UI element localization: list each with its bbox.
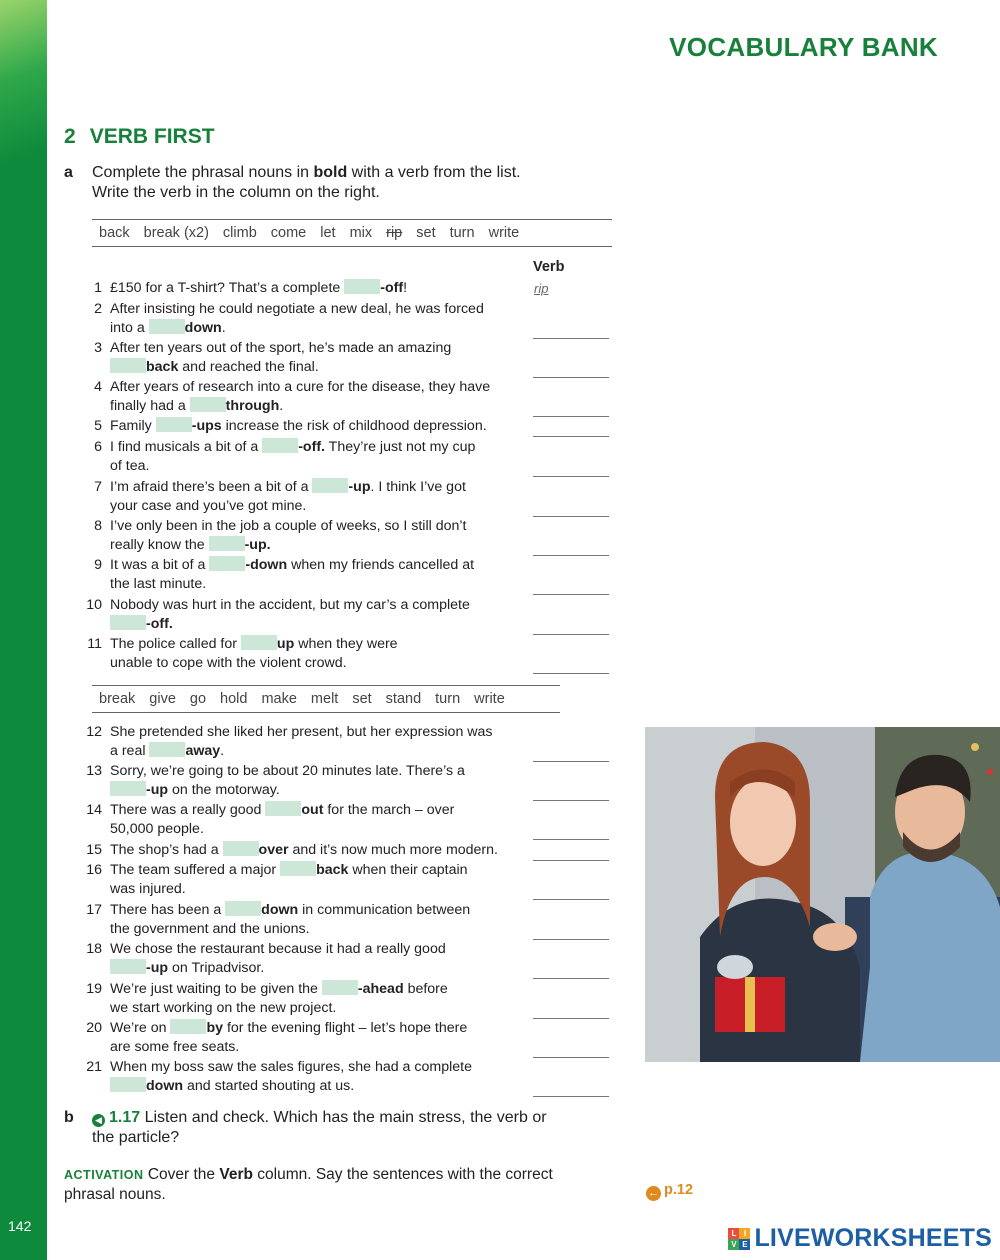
activation-post: column. Say the sentences with the correct: [252, 1166, 553, 1183]
phrasal-particle: -off.: [146, 616, 173, 632]
logo-letter-3: V: [728, 1239, 739, 1250]
item-fragment: in communication between: [298, 902, 471, 918]
phrasal-particle: down: [261, 902, 299, 918]
item-text: [110, 940, 535, 978]
answer-line-input[interactable]: [533, 839, 609, 840]
item-fragment: I’m afraid there’s been a bit of a: [110, 479, 313, 495]
answer-gap-input[interactable]: [110, 1077, 146, 1092]
exercise-item: [80, 517, 535, 555]
activation-bold: Verb: [219, 1166, 253, 1183]
item-fragment: !: [403, 280, 408, 296]
answer-line-input[interactable]: [533, 476, 609, 477]
answer-line-input[interactable]: [533, 978, 609, 979]
brand-logo-icon: [728, 1228, 750, 1250]
answer-gap-input[interactable]: [149, 742, 185, 757]
item-number: 18: [86, 941, 102, 957]
instr-a-post: with a verb from the list.: [347, 164, 521, 181]
item-fragment: .: [279, 398, 284, 414]
logo-letter-4: E: [739, 1239, 750, 1250]
item-fragment: your case and you’ve got mine.: [110, 498, 307, 514]
item-fragment: of tea.: [110, 458, 150, 474]
item-number: 12: [86, 724, 102, 740]
exercise-item: [80, 841, 535, 860]
item-number: 19: [86, 981, 102, 997]
answer-gap-input[interactable]: [223, 841, 259, 856]
instr-b-text: Listen and check. Which has the main stress, the verb or: [140, 1109, 547, 1126]
item-number: 5: [94, 418, 102, 434]
answer-gap-input[interactable]: [262, 438, 298, 453]
item-number: 13: [86, 763, 102, 779]
answer-line-input[interactable]: [533, 436, 609, 437]
exercise-item: [80, 940, 535, 978]
leaf-decoration: [0, 0, 47, 220]
part-letter-b: b: [64, 1109, 74, 1126]
answer-line-input[interactable]: [533, 939, 609, 940]
answer-line-input[interactable]: [533, 1018, 609, 1019]
item-fragment: a real: [110, 743, 150, 759]
item-fragment: The shop’s had a: [110, 842, 223, 858]
item-fragment: before: [403, 981, 448, 997]
page-number: 142: [8, 1218, 32, 1234]
exercise-item: [80, 723, 535, 761]
exercise-item: [80, 861, 535, 899]
answer-line-input[interactable]: [533, 377, 609, 378]
item-fragment: We’re just waiting to be given the: [110, 981, 322, 997]
exercise-item: [80, 901, 535, 939]
item-number: 7: [94, 479, 102, 495]
answer-line-input[interactable]: [533, 594, 609, 595]
item-text: [110, 801, 535, 839]
answer-gap-input[interactable]: [322, 980, 358, 995]
word-option: melt: [310, 691, 339, 707]
example-answer: rip: [534, 281, 549, 296]
answer-line-input[interactable]: [533, 800, 609, 801]
item-text: [110, 723, 535, 761]
item-text: [110, 596, 535, 634]
item-fragment: We chose the restaurant because it had a really good: [110, 941, 446, 957]
item-fragment: for the march – over: [323, 802, 455, 818]
section-name: VERB FIRST: [89, 125, 215, 148]
item-fragment: when their captain: [348, 862, 468, 878]
item-fragment: and started shouting at us.: [183, 1078, 355, 1094]
item-fragment: the government and the unions.: [110, 921, 310, 937]
item-number: 21: [86, 1059, 102, 1075]
item-text: [110, 635, 535, 673]
answer-line-input[interactable]: [533, 761, 609, 762]
item-fragment: into a: [110, 320, 149, 336]
exercise-item: [80, 1019, 535, 1057]
phrasal-particle: down: [146, 1078, 184, 1094]
item-number: 2: [94, 301, 102, 317]
answer-gap-input[interactable]: [110, 358, 146, 373]
logo-letter-2: I: [739, 1228, 750, 1239]
item-fragment: was injured.: [110, 881, 186, 897]
answer-gap-input[interactable]: [344, 279, 380, 294]
track-number: 1.17: [109, 1109, 141, 1126]
word-option: break (x2): [143, 225, 209, 241]
item-text: [110, 478, 535, 516]
item-text: [110, 556, 535, 594]
item-text: [110, 1058, 535, 1096]
activation-label: ACTIVATION: [64, 1168, 144, 1182]
item-fragment: on Tripadvisor.: [168, 960, 265, 976]
item-number: 10: [86, 597, 102, 613]
item-fragment: We’re on: [110, 1020, 171, 1036]
item-text: [110, 861, 535, 899]
green-sidebar: [0, 0, 47, 1260]
item-fragment: we start working on the new project.: [110, 1000, 337, 1016]
phrasal-particle: out: [301, 802, 324, 818]
answer-line-input[interactable]: [533, 899, 609, 900]
item-text: [110, 438, 535, 476]
answer-gap-input[interactable]: [209, 536, 245, 551]
exercise-item: [80, 300, 535, 338]
answer-line-input[interactable]: [533, 338, 609, 339]
answer-line-input[interactable]: [533, 860, 609, 861]
item-number: 3: [94, 340, 102, 356]
item-fragment: are some free seats.: [110, 1039, 240, 1055]
exercise-item: [80, 478, 535, 516]
exercise-item: [80, 980, 535, 1018]
item-fragment: It was a bit of a: [110, 557, 210, 573]
verb-column-header: Verb: [533, 259, 565, 275]
item-fragment: .: [221, 320, 226, 336]
phrasal-particle: -down: [245, 557, 288, 573]
item-number: 14: [86, 802, 102, 818]
item-fragment: When my boss saw the sales figures, she had a complete: [110, 1059, 472, 1075]
word-option: rip: [386, 225, 403, 241]
item-fragment: I find musicals a bit of a: [110, 439, 263, 455]
item-number: 16: [86, 862, 102, 878]
item-fragment: on the motorway.: [168, 782, 280, 798]
page-link-label: p.12: [664, 1182, 694, 1198]
item-number: 6: [94, 439, 102, 455]
phrasal-particle: down: [184, 320, 222, 336]
item-text: [110, 517, 535, 555]
item-text: [110, 300, 535, 338]
answer-line-input[interactable]: [533, 516, 609, 517]
answer-line-input[interactable]: [533, 1057, 609, 1058]
word-option: give: [149, 691, 176, 707]
word-option: break: [99, 691, 136, 707]
item-fragment: They’re just not my cup: [325, 439, 476, 455]
word-option: back: [99, 225, 130, 241]
instruction-a: [64, 163, 521, 203]
phrasal-particle: over: [258, 842, 289, 858]
item-fragment: for the evening flight – let’s hope there: [223, 1020, 468, 1036]
item-fragment: After insisting he could negotiate a new deal, he was forced: [110, 301, 484, 317]
answer-gap-input[interactable]: [225, 901, 261, 916]
item-fragment: finally had a: [110, 398, 190, 414]
item-fragment: There has been a: [110, 902, 226, 918]
item-text: [110, 762, 535, 800]
word-list-1: [92, 219, 612, 247]
phrasal-particle: -off: [380, 280, 404, 296]
item-text: [110, 841, 535, 860]
exercise-item: [80, 596, 535, 634]
word-option: write: [488, 225, 520, 241]
item-fragment: After years of research into a cure for the disease, they have: [110, 379, 491, 395]
item-text: [110, 417, 535, 436]
instr-a-bold: bold: [313, 164, 348, 181]
answer-gap-input[interactable]: [209, 556, 245, 571]
item-number: 17: [86, 902, 102, 918]
activation: [64, 1165, 553, 1205]
phrasal-particle: back: [316, 862, 349, 878]
word-option: stand: [385, 691, 422, 707]
item-fragment: unable to cope with the violent crowd.: [110, 655, 347, 671]
exercise-item: [80, 801, 535, 839]
item-text: [110, 339, 535, 377]
phrasal-particle: -up.: [244, 537, 271, 553]
item-fragment: . I think I’ve got: [370, 479, 466, 495]
exercise-item: [80, 279, 535, 298]
item-text: [110, 279, 535, 298]
word-option: turn: [449, 225, 475, 241]
part-letter-a: a: [64, 164, 73, 181]
back-arrow-icon: ←: [648, 1187, 659, 1199]
instr-a-pre: Complete the phrasal nouns in: [92, 164, 314, 181]
answer-gap-input[interactable]: [110, 781, 146, 796]
instruction-b: [64, 1108, 547, 1148]
item-fragment: when my friends cancelled at: [287, 557, 475, 573]
item-number: 20: [86, 1020, 102, 1036]
activation-pre: Cover the: [143, 1166, 220, 1183]
word-option: make: [261, 691, 297, 707]
phrasal-particle: back: [146, 359, 179, 375]
exercise-item: [80, 762, 535, 800]
couple-photo: [645, 727, 1000, 1062]
phrasal-particle: -up: [146, 782, 169, 798]
item-number: 8: [94, 518, 102, 534]
item-fragment: £150 for a T-shirt? That’s a complete: [110, 280, 345, 296]
item-text: [110, 378, 535, 416]
item-number: 11: [87, 636, 102, 652]
item-fragment: 50,000 people.: [110, 821, 204, 837]
item-fragment: and reached the final.: [178, 359, 319, 375]
item-text: [110, 901, 535, 939]
instr-a-line2: Write the verb in the column on the right.: [92, 184, 380, 201]
item-fragment: really know the: [110, 537, 209, 553]
answer-gap-input[interactable]: [170, 1019, 206, 1034]
word-option: come: [270, 225, 307, 241]
word-option: go: [189, 691, 207, 707]
answer-gap-input[interactable]: [156, 417, 192, 432]
item-fragment: the last minute.: [110, 576, 207, 592]
exercise-item: [80, 635, 535, 673]
answer-gap-input[interactable]: [265, 801, 301, 816]
item-fragment: The team suffered a major: [110, 862, 281, 878]
phrasal-particle: through: [225, 398, 280, 414]
item-number: 4: [94, 379, 102, 395]
answer-gap-input[interactable]: [241, 635, 277, 650]
item-fragment: .: [220, 743, 225, 759]
item-fragment: Family: [110, 418, 156, 434]
exercise-item: [80, 417, 535, 436]
audio-icon[interactable]: ◀: [92, 1114, 105, 1127]
item-fragment: There was a really good: [110, 802, 266, 818]
item-number: 15: [86, 842, 102, 858]
section-title: [64, 125, 215, 149]
phrasal-particle: -ups: [191, 418, 222, 434]
exercise-item: [80, 556, 535, 594]
phrasal-particle: by: [206, 1020, 224, 1036]
word-option: climb: [222, 225, 257, 241]
exercise-item: [80, 1058, 535, 1096]
item-number: 1: [94, 280, 102, 296]
instr-b-line2: the particle?: [92, 1129, 180, 1146]
section-number: 2: [64, 125, 76, 148]
answer-gap-input[interactable]: [149, 319, 185, 334]
item-text: [110, 1019, 535, 1057]
answer-line-input[interactable]: [533, 634, 609, 635]
answer-gap-input[interactable]: [312, 478, 348, 493]
page-link[interactable]: [646, 1182, 693, 1201]
exercise-item: [80, 438, 535, 476]
item-fragment: She pretended she liked her present, but her expression was: [110, 724, 493, 740]
item-fragment: increase the risk of childhood depression.: [221, 418, 487, 434]
exercise-item: [80, 339, 535, 377]
vocabulary-bank-title: VOCABULARY BANK: [669, 32, 938, 62]
word-option: mix: [349, 225, 373, 241]
item-fragment: Nobody was hurt in the accident, but my car’s a complete: [110, 597, 470, 613]
answer-line-input[interactable]: [533, 416, 609, 417]
word-option: let: [320, 225, 336, 241]
phrasal-particle: -off.: [298, 439, 325, 455]
answer-gap-input[interactable]: [110, 615, 146, 630]
word-option: set: [416, 225, 436, 241]
item-fragment: when they were: [294, 636, 398, 652]
exercise-item: [80, 378, 535, 416]
phrasal-particle: -up: [146, 960, 169, 976]
answer-line-input[interactable]: [533, 555, 609, 556]
activation-line2: phrasal nouns.: [64, 1186, 166, 1203]
word-option: turn: [435, 691, 461, 707]
answer-line-input[interactable]: [533, 673, 609, 674]
item-fragment: I’ve only been in the job a couple of weeks, so I still don’t: [110, 518, 467, 534]
item-fragment: The police called for: [110, 636, 241, 652]
phrasal-particle: up: [276, 636, 295, 652]
phrasal-particle: away: [185, 743, 221, 759]
brand-text: LIVEWORKSHEETS: [754, 1224, 992, 1252]
phrasal-particle: -ahead: [357, 981, 404, 997]
answer-gap-input[interactable]: [190, 397, 226, 412]
item-number: 9: [94, 557, 102, 573]
photo-illustration: [645, 727, 1000, 1062]
answer-gap-input[interactable]: [280, 861, 316, 876]
item-fragment: and it’s now much more modern.: [288, 842, 498, 858]
answer-gap-input[interactable]: [110, 959, 146, 974]
word-option: hold: [220, 691, 248, 707]
liveworksheets-brand: [728, 1224, 992, 1253]
item-fragment: Sorry, we’re going to be about 20 minutes late. There’s a: [110, 763, 465, 779]
word-list-2: [92, 685, 560, 713]
word-option: write: [474, 691, 505, 707]
phrasal-particle: -up: [348, 479, 371, 495]
word-option: set: [352, 691, 372, 707]
logo-letter-1: L: [728, 1228, 739, 1239]
answer-line-input[interactable]: [533, 1096, 609, 1097]
item-fragment: After ten years out of the sport, he’s made an amazing: [110, 340, 452, 356]
item-text: [110, 980, 535, 1018]
